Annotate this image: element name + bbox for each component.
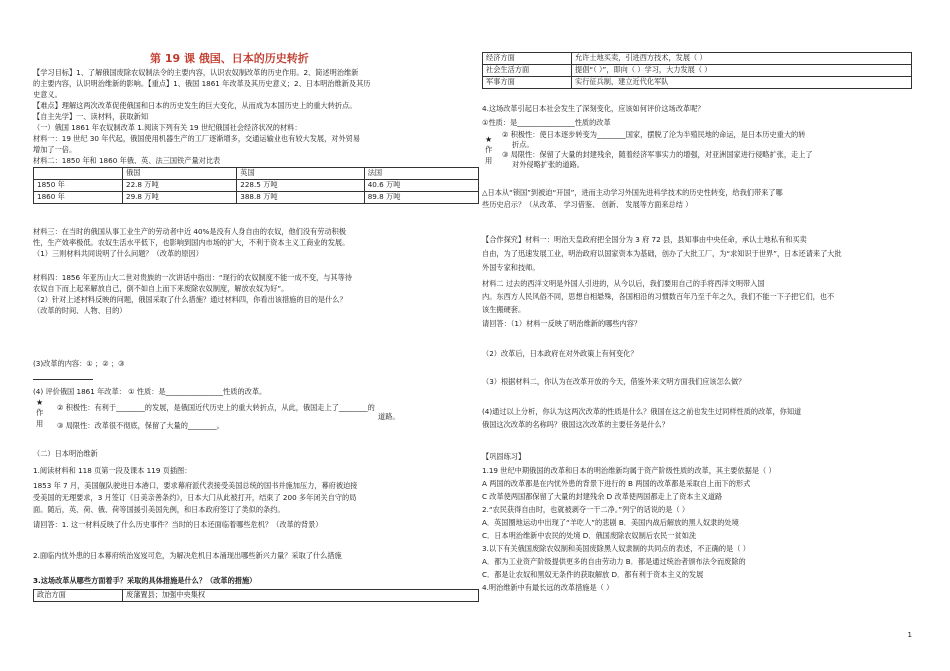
cooperative-question-4-line-2: 俄国这次改革的名称吗？俄国这次改革的主要任务是什么？ <box>482 420 669 429</box>
japan-instruction: 1.阅读材料和 118 页第一段及课本 119 页插图： <box>33 466 192 475</box>
japan-material-line-2: 受美国的无理要求，3 月签订《日美亲善条约》，日本大门从此被打开，结束了 200 多年闭关自守的局 <box>33 493 357 502</box>
table-header-cell: 法国 <box>364 168 478 180</box>
table-row <box>34 590 479 602</box>
table-cell: 社会生活方面 <box>483 65 572 77</box>
enlightenment-question-line-2: 些历史启示？（从改革、 学习借鉴、 创新、 发展等方面来总结 ） <box>482 200 693 209</box>
effect-label-1: 作 <box>485 145 493 154</box>
table-row <box>34 192 479 204</box>
table-cell: 政治方面 <box>34 590 123 602</box>
table-cell: 1860 年 <box>34 192 123 204</box>
cooperative-material-2-line-2: 内。东西方人民风俗不同，思想自相悬殊，各国相沿的习惯数百年乃至千年之久，我们不能一下子把它们，也不 <box>482 292 835 301</box>
japan-question-3: 3.这场改革从哪些方面着手？采取的具体措施是什么？（改革的措施） <box>33 576 257 585</box>
practice-q1-options-cd: C 改革使两国都保留了大量的封建残余 D 改革使两国都走上了资本主义道路 <box>482 492 723 501</box>
japan-question-1: 请回答：1. 这一材料反映了什么历史事件？当时的日本还面临着哪些危机？（改革的背景） <box>33 520 323 529</box>
table-cell: 29.8 万吨 <box>123 192 237 204</box>
divider <box>33 379 93 380</box>
practice-heading: 【巩固练习】 <box>482 452 526 461</box>
question-4: 4.这场改革引起日本社会发生了深刻变化，应该如何评价这场改革呢？ <box>482 104 705 113</box>
cooperative-question-1: 请回答：（1）材料一反映了明治维新的哪些内容？ <box>482 319 642 328</box>
table-cell: 40.6 万吨 <box>364 180 478 192</box>
effect-limitation-line-2: 对外侵略扩张的道路。 <box>512 160 584 169</box>
table-cell: 经济方面 <box>483 53 572 65</box>
table-cell: 22.8 万吨 <box>123 180 237 192</box>
learning-goals-line-1: 【学习目标】1、了解俄国废除农奴制法令的主要内容，认识农奴制改革的历史作用。2、简述明治维新 <box>33 68 359 77</box>
table-cell: 388.8 万吨 <box>237 192 364 204</box>
question-2-hint: （改革的时间、人物、目的） <box>33 306 127 315</box>
table-header-row <box>34 168 479 180</box>
table-cell: 废藩置县；加强中央集权 <box>123 590 479 602</box>
evaluation-heading: (4) 评价俄国 1861 年改革： ① 性质：是________________性质的改革。 <box>33 387 267 396</box>
japan-material-line-3: 面。随后，英、荷、俄、荷等国援引美国先例，和日本政府签订了类似的条约。 <box>33 505 285 514</box>
table-row <box>34 180 479 192</box>
table-header-cell: 俄国 <box>123 168 237 180</box>
table-cell: 提倡“（ ）”，即向（ ）学习，大力发展（ ） <box>572 65 912 77</box>
reform-table-continued <box>482 52 912 89</box>
material-1-line-1: 材料一：19 世纪 30 年代起，俄国使用机器生产的工厂逐渐增多，交通运输业也有较大发展，对外贸易 <box>33 134 361 143</box>
cooperative-question-2: （2）改革后，日本政府在对外政策上有何变化？ <box>482 349 638 358</box>
difficulty-line: 【难点】理解这两次改革促使俄国和日本的历史发生的巨大变化，从而成为本国历史上的重大转折点。 <box>33 101 357 110</box>
cooperative-question-3: （3）根据材料二，你认为在改革开放的今天，借鉴外来文明方面我们应该怎么做？ <box>482 377 746 386</box>
practice-q3-options-cd: C．都是让农奴和黑奴无条件的获取解放 D．都有利于资本主义的发展 <box>482 570 704 579</box>
self-study-heading: 【自主先学】一、读材料，获取新知 <box>33 112 149 121</box>
iron-output-table <box>33 167 479 204</box>
practice-q3-options-ab: A．都为工业资产阶级提供更多的自由劳动力 B．都是通过统治者颁布法令而废除的 <box>482 557 746 566</box>
effect-positive-line-1: ② 积极性：使日本逐步转变为________国家，摆脱了沦为半殖民地的命运，是日本历史重大的转 <box>502 130 806 139</box>
table-row <box>483 53 912 65</box>
question-2: （2）针对上述材料反映的问题，俄国采取了什么措施？通过材料四，你看出该措施的目的是什么？ <box>33 295 347 304</box>
effect-limitation-line-1: ③ 局限性：保留了大量的封建残余，随着经济军事实力的增强，对亚洲国家进行侵略扩张，走上了 <box>502 150 813 159</box>
table-cell: 1850 年 <box>34 180 123 192</box>
effect-label-1: 作 <box>36 408 44 417</box>
practice-q4: 4.明治维新中有最长远的改革措施是（ ） <box>482 583 614 592</box>
japan-material-line-1: 1853 年 7 月，美国舰队驶进日本港口，要求幕府派代表接受美国总统的国书并施加压力，幕府被迫接 <box>33 481 358 490</box>
practice-q1-options-ab: A 两国的改革都是在内忧外患的背景下进行的 B 两国的改革都是采取自上而下的形式 <box>482 479 751 488</box>
learning-goals-line-2: 的主要内容，认识明治维新的影响。【重点】1、俄国 1861 年改革及其历史意义；2、日本明治维新及其历 <box>33 79 371 88</box>
table-cell: 89.8 万吨 <box>364 192 478 204</box>
practice-q2-options-ab: A．英国圈地运动中出现了“羊吃人”的悲剧 B．美国内战后解放的黑人奴隶的处境 <box>482 518 739 527</box>
table-row <box>483 77 912 89</box>
material-2-heading: 材料二：1850 年和 1860 年俄、英、法三国铁产量对比表 <box>33 156 221 165</box>
practice-q3: 3.以下有关俄国废除农奴制和美国废除黑人奴隶制的共同点的表述，不正确的是（ ） <box>482 544 750 553</box>
page-title: 第 19 课 俄国、日本的历史转折 <box>150 52 309 65</box>
material-3-line-2: 性，生产效率极低。农奴生活水平低下，也影响到国内市场的扩大，不利于资本主义工商业的发展。 <box>33 238 350 247</box>
cooperative-material-1-line-3: 外国专家和技师。 <box>482 263 540 272</box>
section-japan-heading: （二）日本明治维新 <box>33 449 98 458</box>
nature-line: ①性质：是________________性质的改革 <box>482 118 611 127</box>
cooperative-material-1-line-1: 【合作探究】材料一：明治天皇政府把全国分为 3 府 72 县，县知事由中央任命，承认土地私有和买卖 <box>482 235 807 244</box>
effect-positive-line-2: 折点。 <box>512 140 534 149</box>
cooperative-material-1-line-2: 自由，为了迅速发展工业，明治政府以国家资本为基础，创办了大批工厂，为“求知识于世界”，日本还请来了大批 <box>482 249 842 258</box>
cooperative-material-2-line-1: 材料二 过去的西洋文明是外国人引进的，从今以后，我们要用自己的手将西洋文明带入国 <box>482 279 765 288</box>
effect-label-2: 用 <box>485 156 493 165</box>
star-icon: ★ <box>485 135 493 144</box>
material-3-line-1: 材料三：在当时的俄国从事工业生产的劳动者中近 40%是没有人身自由的农奴，他们没有劳动积极 <box>33 227 346 236</box>
reform-table-political <box>33 589 479 602</box>
section-russia-heading: （一）俄国 1861 年农奴制改革 1.阅读下列有关 19 世纪俄国社会经济状况的材料： <box>33 123 302 132</box>
question-1: （1）三则材料共同说明了什么问题？（改革的原因） <box>33 249 203 258</box>
table-cell: 实行征兵制，建立近代化军队 <box>572 77 912 89</box>
learning-goals-line-3: 史意义。 <box>33 90 62 99</box>
evaluation-positive: ② 积极性：有利于________的发展，是俄国近代历史上的重大转折点，从此，俄国走上了________的 <box>57 403 375 412</box>
star-icon: ★ <box>36 398 44 407</box>
table-header-cell <box>34 168 123 180</box>
material-1-line-2: 增加了一倍。 <box>33 145 77 154</box>
table-cell: 228.5 万吨 <box>237 180 364 192</box>
table-header-cell: 英国 <box>237 168 364 180</box>
enlightenment-question-line-1: △日本从“锁国”到被迫“开国”，进而主动学习外国先进科学技术的历史性转变，给我们带来了哪 <box>482 188 783 197</box>
table-row <box>483 65 912 77</box>
cooperative-material-2-line-3: 该生搬硬套。 <box>482 305 526 314</box>
japan-question-2: 2.面临内忧外患的日本幕府统治岌岌可危，为解决危机日本涌现出哪些新兴力量？采取了什么措施 <box>33 551 342 560</box>
effect-label-2: 用 <box>36 419 44 428</box>
practice-q2-options-cd: C．日本明治维新中农民的处境 D．俄国废除农奴制后农民一贫如洗 <box>482 531 697 540</box>
practice-q1: 1.19 世纪中期俄国的改革和日本的明治维新均属于资产阶级性质的改革，其主要依据是（ ） <box>482 466 776 475</box>
table-cell: 军事方面 <box>483 77 572 89</box>
evaluation-limitation: ③ 局限性：改革很不彻底，保留了大量的________。 <box>57 421 224 430</box>
cooperative-question-4-line-1: (4)通过以上分析，你认为这两次改革的性质是什么？俄国在这之前也发生过同样性质的改革，你知道 <box>482 407 802 416</box>
question-3-content: (3)改革的内容：① ；② ；③ <box>33 359 125 368</box>
practice-q2: 2.“农民获得自由时，也就被剥夺一干二净。”列宁的话说的是（ ） <box>482 505 690 514</box>
evaluation-positive-cont: 道路。 <box>378 412 400 421</box>
material-4-line-2: 农奴自下而上起来解放自己，倒不如自上而下来废除农奴制度，解放农奴为好”。 <box>33 284 289 293</box>
material-4-line-1: 材料四：1856 年亚历山大二世对贵族的一次讲话中指出：“现行的农奴制度不能一成不变，与其等待 <box>33 273 352 282</box>
page-number: 1 <box>907 631 912 639</box>
table-cell: 允许土地买卖，引进西方技术，发展（ ） <box>572 53 912 65</box>
